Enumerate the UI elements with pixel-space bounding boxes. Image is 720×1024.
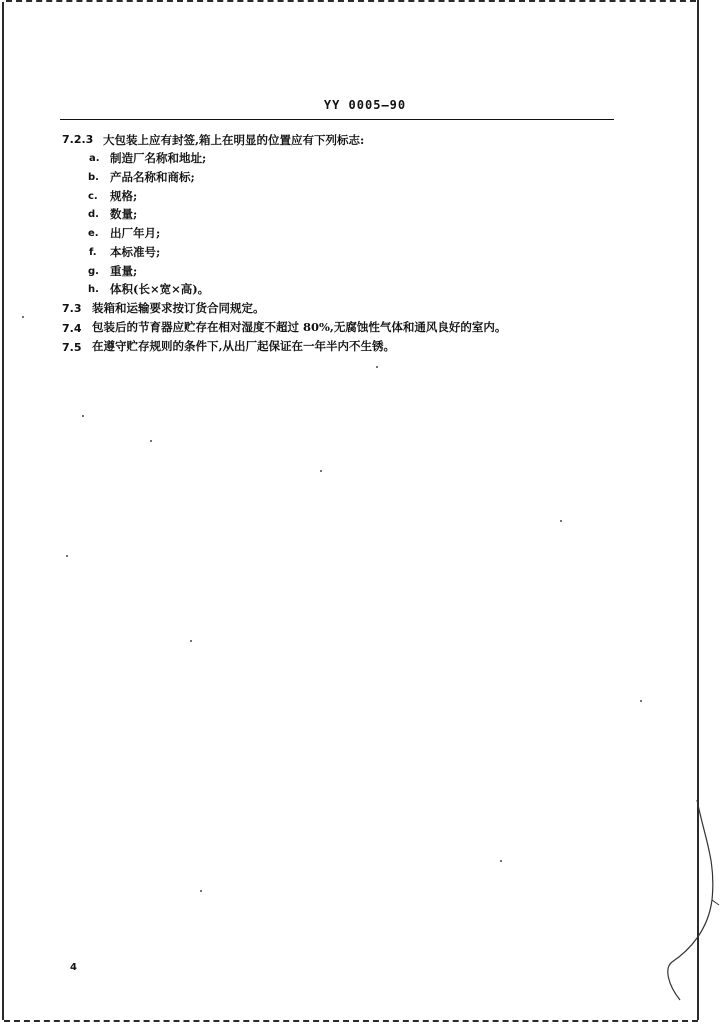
section-number-7-4: 7.4 bbox=[62, 322, 82, 335]
scan-speck bbox=[22, 316, 24, 318]
scan-border-right bbox=[697, 0, 699, 1020]
scan-speck bbox=[640, 700, 642, 702]
scan-border-bottom bbox=[4, 1020, 698, 1022]
scan-speck bbox=[150, 440, 152, 442]
scan-speck bbox=[560, 520, 562, 522]
scan-speck bbox=[200, 890, 202, 892]
section-number-7-2-3: 7.2.3 bbox=[62, 133, 94, 146]
scan-speck bbox=[376, 366, 378, 368]
scan-speck bbox=[320, 470, 322, 472]
scan-border-left bbox=[2, 2, 4, 1020]
section-text-7-3: 装箱和运输要求按订货合同规定。 bbox=[92, 301, 265, 315]
standard-code-header: YY 0005—90 bbox=[323, 98, 407, 112]
list-item-text: 数量; bbox=[110, 207, 138, 221]
scan-border-top bbox=[6, 0, 696, 2]
list-item-letter: e. bbox=[88, 228, 99, 239]
section-number-7-3: 7.3 bbox=[62, 302, 82, 315]
list-item-letter: a. bbox=[89, 153, 100, 164]
scan-speck bbox=[82, 415, 84, 417]
list-item-letter: b. bbox=[88, 172, 99, 183]
list-item-letter: h. bbox=[88, 284, 99, 295]
list-item-letter: f. bbox=[89, 247, 97, 258]
page-number: 4 bbox=[70, 962, 77, 973]
scan-speck bbox=[500, 860, 502, 862]
list-item-letter: d. bbox=[88, 209, 99, 220]
list-item-text: 本标准号; bbox=[110, 245, 161, 259]
list-item-text: 制造厂名称和地址; bbox=[110, 151, 207, 165]
list-item-letter: g. bbox=[88, 266, 99, 277]
scan-speck bbox=[66, 555, 68, 557]
list-item-text: 出厂年月; bbox=[110, 226, 161, 240]
list-item-text: 规格; bbox=[110, 189, 138, 203]
list-item-text: 产品名称和商标; bbox=[110, 170, 195, 184]
scan-speck bbox=[190, 640, 192, 642]
section-text-7-4: 包装后的节育器应贮存在相对湿度不超过 80%,无腐蚀性气体和通风良好的室内。 bbox=[92, 320, 507, 334]
section-text-7-2-3: 大包装上应有封签,箱上在明显的位置应有下列标志: bbox=[103, 133, 365, 147]
section-text-7-5: 在遵守贮存规则的条件下,从出厂起保证在一年半内不生锈。 bbox=[92, 339, 396, 353]
list-item-text: 重量; bbox=[110, 264, 138, 278]
header-rule bbox=[60, 119, 614, 120]
section-number-7-5: 7.5 bbox=[62, 341, 82, 354]
list-item-letter: c. bbox=[88, 191, 98, 202]
list-item-text: 体积(长×宽×高)。 bbox=[110, 282, 210, 296]
